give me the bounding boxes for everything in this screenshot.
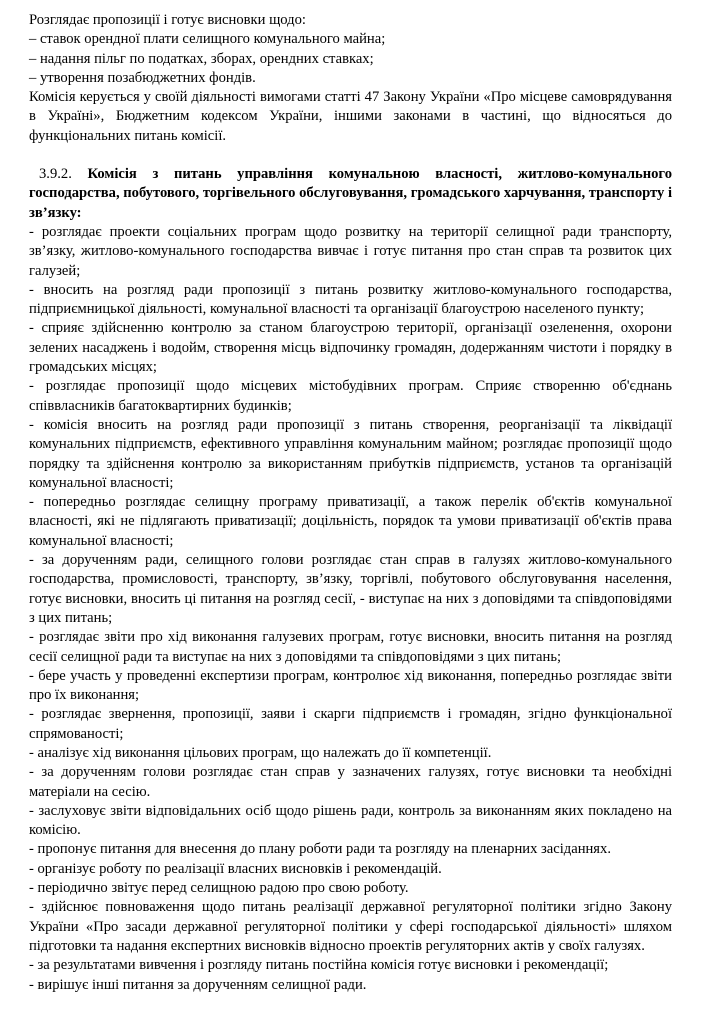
intro-closing: Комісія керується у своїй діяльності вимогами статті 47 Закону України «Про місцеве самоврядування в Україні», Бюджетним кодексом України, іншими законами в частині, що відносяться до функціональних питань комісії. (29, 89, 672, 144)
duty-item: - пропонує питання для внесення до плану роботи ради та розгляду на пленарних засіданнях. (29, 841, 611, 858)
section-number: 3.9.2. (39, 166, 72, 183)
section-heading (29, 165, 672, 223)
duty-item: - здійснює повноваження щодо питань реалізації державної регуляторної політики згідно Закону України «Про засади державної регуляторної політики у сфері господарської діяльності» шляхом підготовки та надання експертних висновків відносно проектів регуляторних актів у своїх галузях. (29, 899, 672, 954)
duty-item: - за дорученням голови розглядає стан справ у зазначених галузях, готує висновки та необхідні матеріали на сесію. (29, 764, 672, 800)
duty-item: - розглядає звіти про хід виконання галузевих програм, готує висновки, вносить питання на розгляд сесії селищної ради та виступає на них з доповідями та співдоповідями з цих питань; (29, 629, 672, 665)
duty-item: - за результатами вивчення і розгляду питань постійна комісія готує висновки і рекомендації; (29, 957, 609, 974)
duty-item: - організує роботу по реалізації власних висновків і рекомендацій. (29, 860, 442, 877)
intro-item: – ставок орендної плати селищного комунального майна; (29, 31, 386, 48)
intro-lead: Розглядає пропозиції і готує висновки щодо: (29, 12, 306, 28)
duty-item: - розглядає звернення, пропозиції, заяви і скарги підприємств і громадян, згідно функціональної спрямованості; (29, 706, 672, 742)
duty-item: - попередньо розглядає селищну програму приватизації, а також перелік об'єктів комунальної власності, які не підлягають приватизації; доцільність, порядок та умови приватизації об'єктів права комунальної власності; (29, 494, 672, 549)
duty-item: - заслуховує звіти відповідальних осіб щодо рішень ради, контроль за виконанням яких покладено на комісію. (29, 802, 672, 839)
section-title: Комісія з питань управління комунальною власності, житлово-комунального господарства, побутового, торгівельного обслуговування, громадського харчування, транспорту і зв’язку: (29, 166, 673, 221)
duty-item: - вносить на розгляд ради пропозиції з питань розвитку житлово-комунального господарства, підприємницької діяльності, комунальної власності та організації благоустрою населеного пункту; (29, 281, 672, 318)
intro-item: – утворення позабюджетних фондів. (29, 69, 256, 86)
duty-item: - за дорученням ради, селищного голови розглядає стан справ в галузях житлово-комунального господарства, промисловості, транспорту, зв’язку, торгівлі, побутового обслуговування населення, готує висновки, вносить ці питання на розгляд сесії, - виступає на них з доповідями та співдоповідями з цих питань; (29, 552, 672, 626)
duty-item: - сприяє здійсненню контролю за станом благоустрою території, організації озеленення, охорони зелених насаджень і водойм, створення місць відпочинку громадян, додержанням чистоти і порядку в громадських місцях; (29, 320, 672, 376)
duty-item: - аналізує хід виконання цільових програм, що належать до її компетенції. (29, 744, 492, 761)
duty-item: - бере участь у проведенні експертизи програм, контролює хід виконання, попередньо розглядає звіти про їх виконання; (29, 667, 672, 704)
duty-item: - комісія вносить на розгляд ради пропозиції з питань створення, реорганізації та ліквідації комунальних підприємств, ефективного управління комунальним майном; розглядає пропозиції щодо порядку та здійснення контролю за використанням прибутків підприємств, установ та організацій комунальної власності; (29, 416, 672, 491)
duty-item: - періодично звітує перед селищною радою про свою роботу. (29, 880, 409, 897)
intro-item: – надання пільг по податках, зборах, орендних ставках; (29, 50, 374, 67)
paragraph-spacer (29, 146, 672, 165)
duty-item: - вирішує інші питання за дорученням селищної ради. (29, 976, 367, 993)
duty-item: - розглядає проекти соціальних програм щодо розвитку на території селищної ради транспорту, зв’язку, житлово-комунального господарства вивчає і готує питання про стан справ та розвиток цих галузей; (29, 223, 672, 279)
duty-item: - розглядає пропозиції щодо місцевих містобудівних програм. Сприяє створенню об'єднань співвласників багатоквартирних будинків; (29, 378, 672, 414)
